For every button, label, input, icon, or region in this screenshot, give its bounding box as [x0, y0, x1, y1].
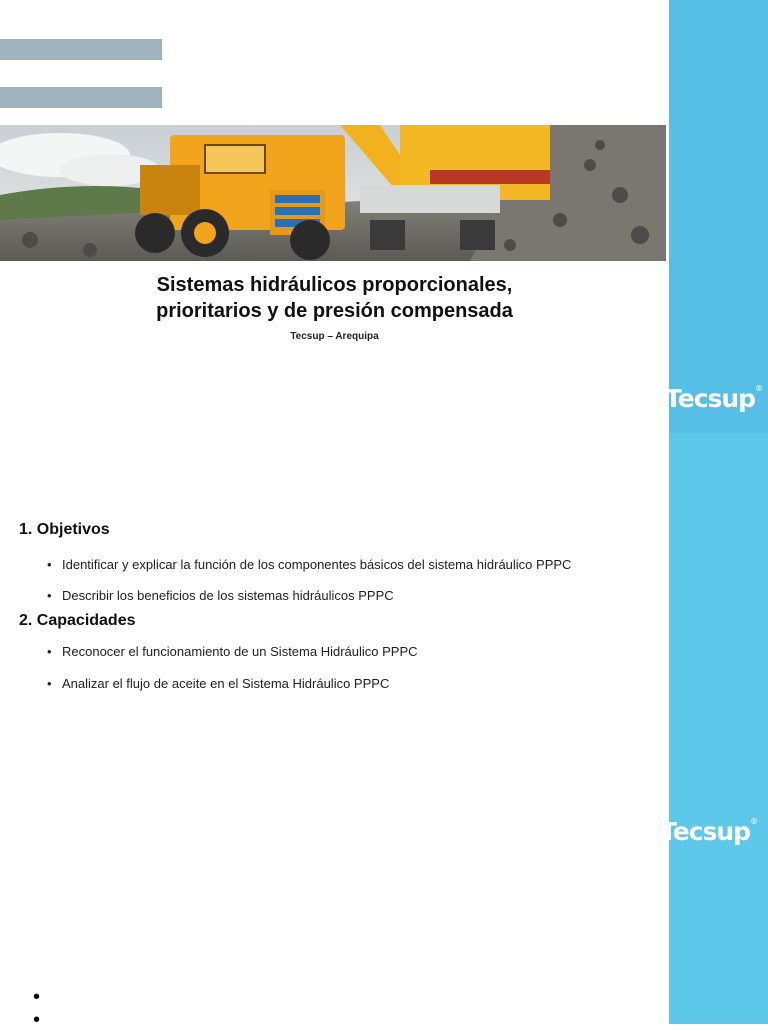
header-bar-bottom [0, 87, 162, 108]
list-item-text: Reconocer el funcionamiento de un Sistema Hidráulico PPPC [62, 644, 418, 659]
mining-trucks-photo [0, 125, 666, 261]
tecsup-logo: Tecsup® [665, 384, 763, 413]
section-heading-capacidades: 2. Capacidades [19, 612, 136, 629]
list-item [47, 557, 571, 572]
brand-sidebar [669, 0, 768, 1024]
list-item-text: Analizar el flujo de aceite en el Sistema Hidráulico PPPC [62, 676, 390, 691]
empty-bullet: • [33, 1009, 41, 1031]
cover-subtitle: Tecsup – Arequipa [290, 331, 379, 342]
list-item [47, 588, 394, 603]
bullet-icon: • [47, 557, 52, 572]
list-item [47, 676, 389, 691]
list-item-text: Describir los beneficios de los sistemas hidráulicos PPPC [62, 588, 394, 603]
cover-title-line-1: Sistemas hidráulicos proporcionales, [156, 274, 513, 296]
list-item [47, 644, 418, 659]
cover-title-line-2: prioritarios y de presión compensada [156, 300, 513, 322]
tecsup-logo-secondary: Tecsup® [660, 817, 758, 846]
logo-text-secondary: Tecsup [660, 817, 751, 846]
bullet-icon: • [47, 588, 52, 603]
section-heading-objetivos: 1. Objetivos [19, 521, 110, 538]
bullet-icon: • [47, 676, 52, 691]
header-bar-top [0, 39, 162, 60]
logo-text: Tecsup [665, 384, 756, 413]
bullet-icon: • [47, 644, 52, 659]
empty-bullet: • [33, 986, 41, 1008]
brand-sidebar-top-panel [669, 0, 768, 433]
list-item-text: Identificar y explicar la función de los componentes básicos del sistema hidráulico PPPC [62, 557, 572, 572]
cover-title [0, 272, 669, 324]
